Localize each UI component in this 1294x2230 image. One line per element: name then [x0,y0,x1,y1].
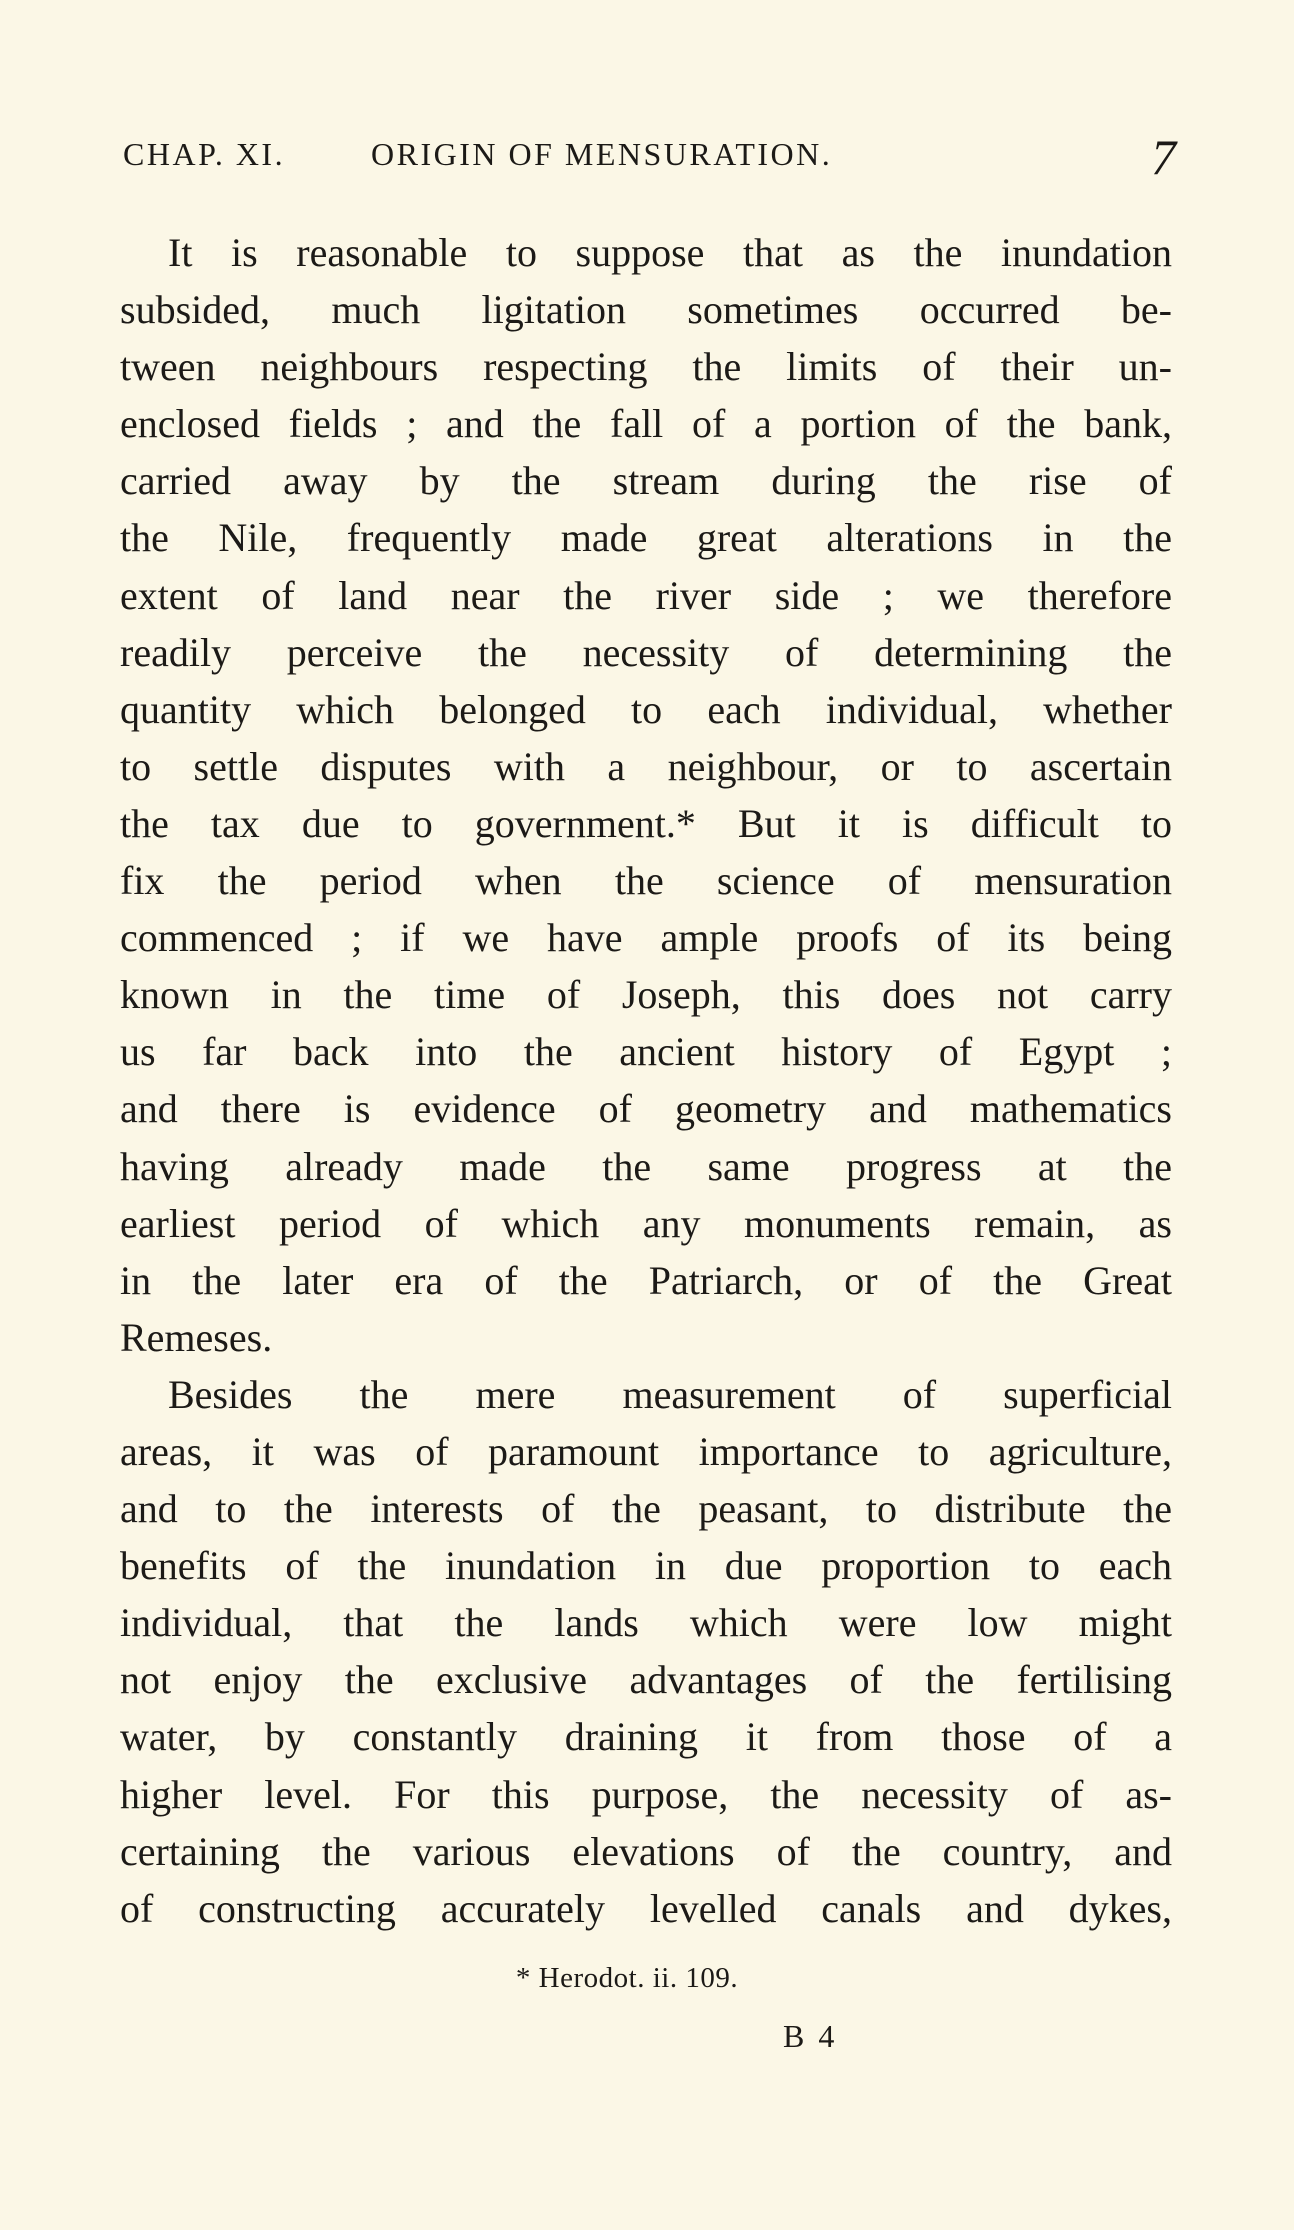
text-line: fix the period when the science of mensuration [120,858,1172,904]
text-line: tween neighbours respecting the limits of their un- [120,344,1172,390]
text-line: having already made the same progress at the [120,1143,1172,1189]
text-line: individual, that the lands which were low might [120,1600,1172,1646]
text-line: Besides the mere measurement of superficial [168,1371,1172,1417]
signature-mark: B 4 [783,2018,838,2054]
text-line: the tax due to government.* But it is difficult to [120,800,1172,846]
text-line: of constructing accurately levelled canals and dykes, [120,1885,1172,1931]
text-line: to settle disputes with a neighbour, or to ascertain [120,743,1172,789]
text-line: and to the interests of the peasant, to distribute the [120,1486,1172,1532]
text-line: commenced ; if we have ample proofs of its being [120,915,1172,961]
text-line: subsided, much ligitation sometimes occurred be- [120,287,1172,333]
text-line: benefits of the inundation in due proportion to each [120,1543,1172,1589]
text-line: higher level. For this purpose, the necessity of as- [120,1771,1172,1817]
running-title: ORIGIN OF MENSURATION. [371,136,833,172]
text-line: in the later era of the Patriarch, or of the Great [120,1257,1172,1303]
paragraph-2 [120,1366,1172,1937]
running-head [123,128,1176,188]
text-line: and there is evidence of geometry and mathematics [120,1086,1172,1132]
text-line: It is reasonable to suppose that as the inundation [168,230,1172,275]
text-line: earliest period of which any monuments remain, as [120,1200,1172,1246]
body-text [120,224,1172,1937]
footnote [0,1962,1294,1995]
text-line: Remeses. [120,1314,273,1360]
text-line: the Nile, frequently made great alterations in the [120,515,1172,561]
text-line: certaining the various elevations of the country, and [120,1828,1172,1874]
text-line: enclosed fields ; and the fall of a portion of the bank, [120,401,1172,447]
footnote-text: * Herodot. ii. 109. [515,1962,739,1994]
text-line: us far back into the ancient history of Egypt ; [120,1029,1172,1075]
text-line: not enjoy the exclusive advantages of the fertilising [120,1657,1172,1703]
paragraph-1 [120,224,1172,1366]
chapter-label: CHAP. XI. [123,136,286,172]
text-line: extent of land near the river side ; we therefore [120,572,1172,618]
text-line: readily perceive the necessity of determining the [120,629,1172,675]
text-line: areas, it was of paramount importance to agriculture, [120,1428,1172,1474]
text-line: carried away by the stream during the rise of [120,458,1172,504]
text-line: water, by constantly draining it from those of a [120,1714,1172,1760]
page-number: 7 [1151,129,1176,185]
text-line: known in the time of Joseph, this does not carry [120,972,1172,1018]
text-line: quantity which belonged to each individual, whether [120,686,1172,732]
